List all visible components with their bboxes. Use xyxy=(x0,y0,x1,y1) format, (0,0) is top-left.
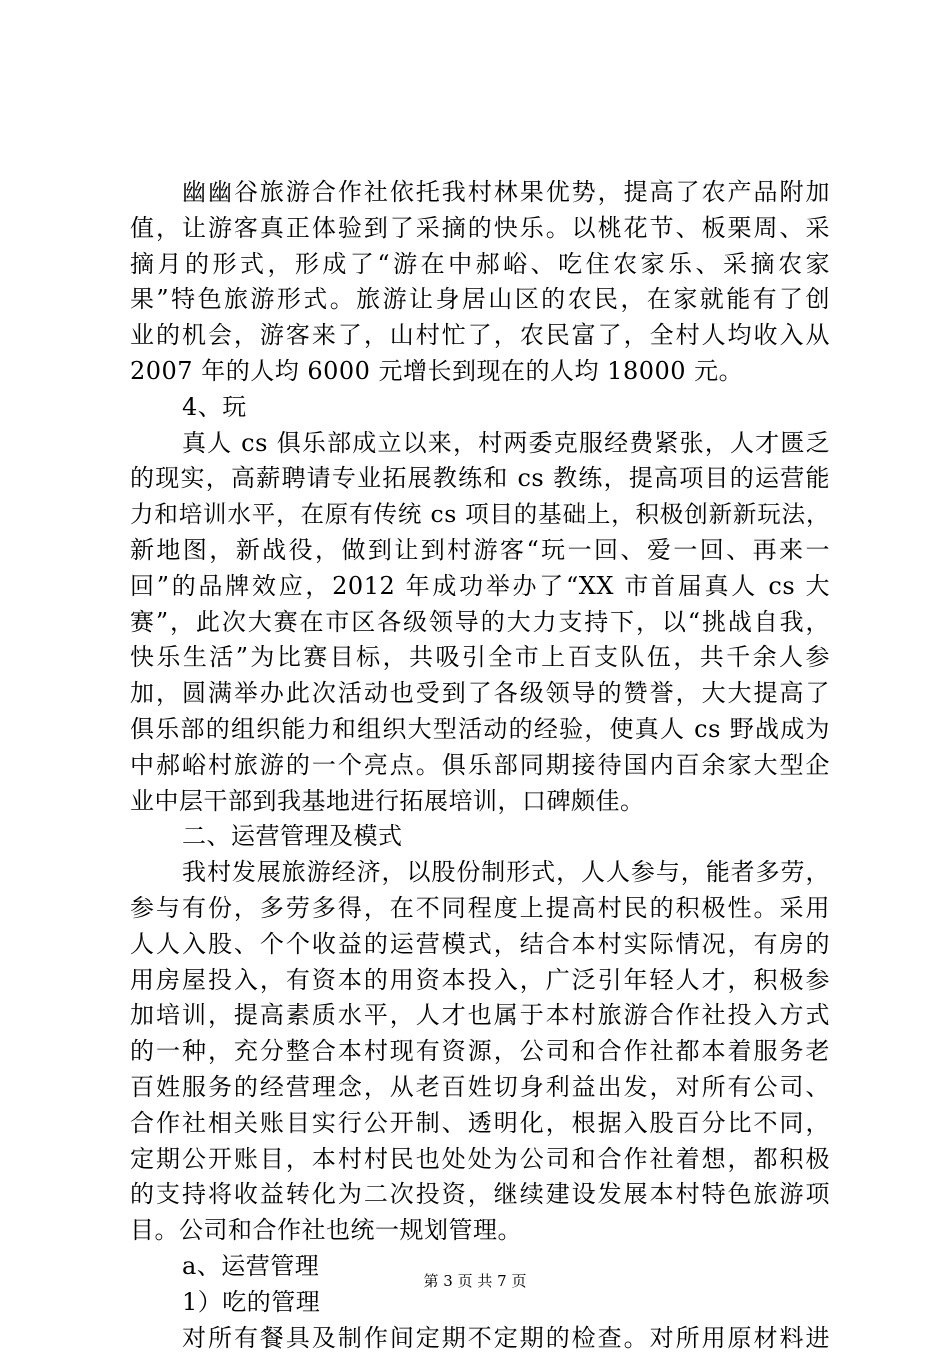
text-line: 摘月的形式，形成了“游在中郝峪、吃住农家乐、采摘农家 xyxy=(130,247,830,283)
text-line: 我村发展旅游经济，以股份制形式，人人参与，能者多劳， xyxy=(130,855,830,891)
text-line: 中郝峪村旅游的一个亮点。俱乐部同期接待国内百余家大型企 xyxy=(130,748,830,784)
page-footer: 第 3 页 共 7 页 xyxy=(0,1272,950,1290)
text-line: 新地图，新战役，做到让到村游客“玩一回、爱一回、再来一 xyxy=(130,533,830,569)
text-line: 业中层干部到我基地进行拓展培训，口碑颇佳。 xyxy=(130,784,830,820)
text-line: 人人入股、个个收益的运营模式，结合本村实际情况，有房的 xyxy=(130,927,830,963)
text-line: 的支持将收益转化为二次投资，继续建设发展本村特色旅游项 xyxy=(130,1177,830,1213)
text-line: a、运营管理 xyxy=(130,1249,830,1285)
document-body xyxy=(130,175,830,1356)
text-line: 合作社相关账目实行公开制、透明化，根据入股百分比不同， xyxy=(130,1106,830,1142)
text-line: 俱乐部的组织能力和组织大型活动的经验，使真人 cs 野战成为 xyxy=(130,712,830,748)
text-line: 2007 年的人均 6000 元增长到现在的人均 18000 元。 xyxy=(130,354,830,390)
text-line: 的现实，高薪聘请专业拓展教练和 cs 教练，提高项目的运营能 xyxy=(130,461,830,497)
text-line: 用房屋投入，有资本的用资本投入，广泛引年轻人才，积极参 xyxy=(130,963,830,999)
text-line: 百姓服务的经营理念，从老百姓切身利益出发，对所有公司、 xyxy=(130,1070,830,1106)
text-line: 二、运营管理及模式 xyxy=(130,819,830,855)
text-line: 幽幽谷旅游合作社依托我村林果优势，提高了农产品附加 xyxy=(130,175,830,211)
text-line: 加，圆满举办此次活动也受到了各级领导的赞誉，大大提高了 xyxy=(130,676,830,712)
text-line: 果”特色旅游形式。旅游让身居山区的农民，在家就能有了创 xyxy=(130,282,830,318)
text-line: 参与有份，多劳多得，在不同程度上提高村民的积极性。采用 xyxy=(130,891,830,927)
text-line: 4、玩 xyxy=(130,390,830,426)
text-line: 对所有餐具及制作间定期不定期的检查。对所用原材料进 xyxy=(130,1321,830,1356)
text-line: 力和培训水平，在原有传统 cs 项目的基础上，积极创新新玩法， xyxy=(130,497,830,533)
text-line: 目。公司和合作社也统一规划管理。 xyxy=(130,1213,830,1249)
text-line: 的一种，充分整合本村现有资源，公司和合作社都本着服务老 xyxy=(130,1034,830,1070)
text-line: 真人 cs 俱乐部成立以来，村两委克服经费紧张，人才匮乏 xyxy=(130,426,830,462)
text-line: 赛”，此次大赛在市区各级领导的大力支持下，以“挑战自我， xyxy=(130,605,830,641)
text-line: 加培训，提高素质水平，人才也属于本村旅游合作社投入方式 xyxy=(130,998,830,1034)
text-line: 回”的品牌效应，2012 年成功举办了“XX 市首届真人 cs 大 xyxy=(130,569,830,605)
text-line: 定期公开账目，本村村民也处处为公司和合作社着想，都积极 xyxy=(130,1142,830,1178)
text-line: 业的机会，游客来了，山村忙了，农民富了，全村人均收入从 xyxy=(130,318,830,354)
text-line: 值，让游客真正体验到了采摘的快乐。以桃花节、板栗周、采 xyxy=(130,211,830,247)
text-line: 1）吃的管理 xyxy=(130,1285,830,1321)
text-line: 快乐生活”为比赛目标，共吸引全市上百支队伍，共千余人参 xyxy=(130,640,830,676)
